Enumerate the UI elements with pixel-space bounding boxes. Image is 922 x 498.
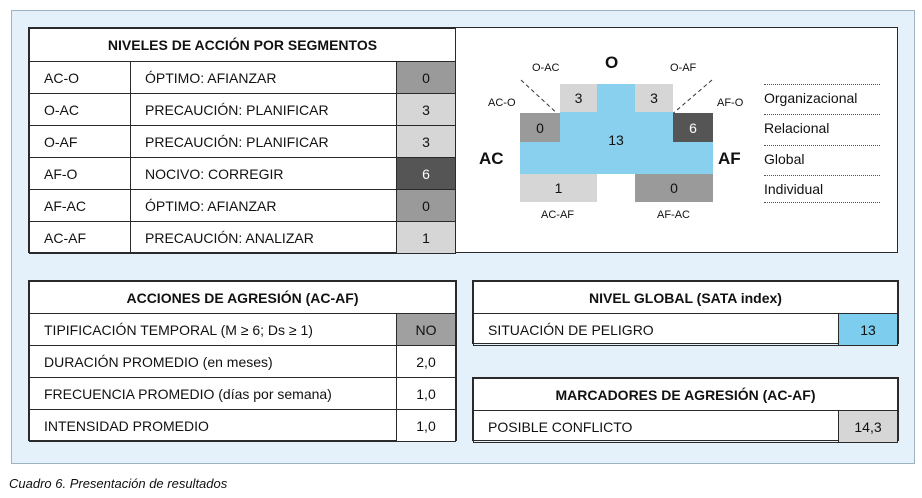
diagram-tag-af-ac: AF-AC — [657, 209, 690, 221]
diagram-tag-o-ac: O-AC — [532, 62, 560, 74]
segment-action: PRECAUCIÓN: PLANIFICAR — [131, 126, 397, 158]
segment-value: 0 — [397, 190, 456, 222]
segment-code: AC-AF — [30, 222, 131, 254]
diagram-cell-center: 13 — [608, 132, 624, 148]
diagram-tag-ac-o: AC-O — [488, 97, 516, 109]
diagram-tag-ac-af: AC-AF — [541, 209, 574, 221]
segment-value: 3 — [397, 126, 456, 158]
segment-action: PRECAUCIÓN: PLANIFICAR — [131, 94, 397, 126]
marcadores-value: 14,3 — [839, 411, 898, 443]
acciones-label: DURACIÓN PROMEDIO (en meses) — [30, 346, 397, 378]
table-row — [30, 314, 456, 346]
diagram-tag-o-af: O-AF — [670, 62, 697, 74]
segment-code: O-AF — [30, 126, 131, 158]
acciones-title: ACCIONES DE AGRESIÓN (AC-AF) — [30, 282, 456, 314]
diagram-label-o: O — [605, 53, 619, 72]
segment-value: 1 — [397, 222, 456, 254]
acciones-value: 2,0 — [397, 346, 456, 378]
segment-action: PRECAUCIÓN: ANALIZAR — [131, 222, 397, 254]
legend-item: Individual — [764, 175, 880, 197]
diagram-cell-o-ac: 3 — [560, 84, 597, 112]
table-row — [474, 411, 898, 443]
acciones-value: 1,0 — [397, 378, 456, 410]
diagram-cell-o-af: 3 — [635, 84, 673, 112]
legend-item: Organizacional — [764, 84, 880, 106]
segment-value: 3 — [397, 94, 456, 126]
segment-action: NOCIVO: CORREGIR — [131, 158, 397, 190]
diagram-cell-ac-af: 1 — [520, 174, 597, 202]
marcadores-label: POSIBLE CONFLICTO — [474, 411, 839, 443]
acciones-label: FRECUENCIA PROMEDIO (días por semana) — [30, 378, 397, 410]
segment-value: 0 — [397, 62, 456, 94]
table-row — [474, 314, 898, 346]
diagram-tag-af-o: AF-O — [717, 97, 744, 109]
legend-item: Relacional — [764, 114, 880, 136]
acciones-table-box — [28, 280, 457, 441]
nivel-global-label: SITUACIÓN DE PELIGRO — [474, 314, 839, 346]
legend-item: Global — [764, 145, 880, 167]
nivel-global-table — [473, 281, 898, 346]
diagram-cell-af-o: 6 — [673, 113, 713, 142]
segment-code: AF-O — [30, 158, 131, 190]
acciones-table — [29, 281, 456, 442]
nivel-global-value: 13 — [839, 314, 898, 346]
segment-code: AF-AC — [30, 190, 131, 222]
acciones-value: NO — [397, 314, 456, 346]
acciones-label: TIPIFICACIÓN TEMPORAL (M ≥ 6; Ds ≥ 1) — [30, 314, 397, 346]
segment-action: ÓPTIMO: AFIANZAR — [131, 190, 397, 222]
marcadores-table — [473, 378, 898, 443]
diagram-label-ac: AC — [479, 149, 504, 168]
caption: Cuadro 6. Presentación de resultados — [9, 476, 228, 491]
diagram-cell-af-ac: 0 — [635, 174, 713, 202]
segment-value: 6 — [397, 158, 456, 190]
nivel-global-box — [472, 280, 899, 344]
table-row — [30, 346, 456, 378]
acciones-value: 1,0 — [397, 410, 456, 442]
table-row — [30, 410, 456, 442]
segment-action: ÓPTIMO: AFIANZAR — [131, 62, 397, 94]
marcadores-title: MARCADORES DE AGRESIÓN (AC-AF) — [474, 379, 898, 411]
marcadores-box — [472, 377, 899, 441]
diagram-cell-ac-o: 0 — [520, 113, 560, 142]
legend-bottom-rule — [764, 202, 880, 203]
segment-code: O-AC — [30, 94, 131, 126]
nivel-global-title: NIVEL GLOBAL (SATA index) — [474, 282, 898, 314]
segments-title: NIVELES DE ACCIÓN POR SEGMENTOS — [30, 29, 456, 62]
diagram-label-af: AF — [718, 149, 741, 168]
segment-code: AC-O — [30, 62, 131, 94]
acciones-label: INTENSIDAD PROMEDIO — [30, 410, 397, 442]
table-row — [30, 378, 456, 410]
